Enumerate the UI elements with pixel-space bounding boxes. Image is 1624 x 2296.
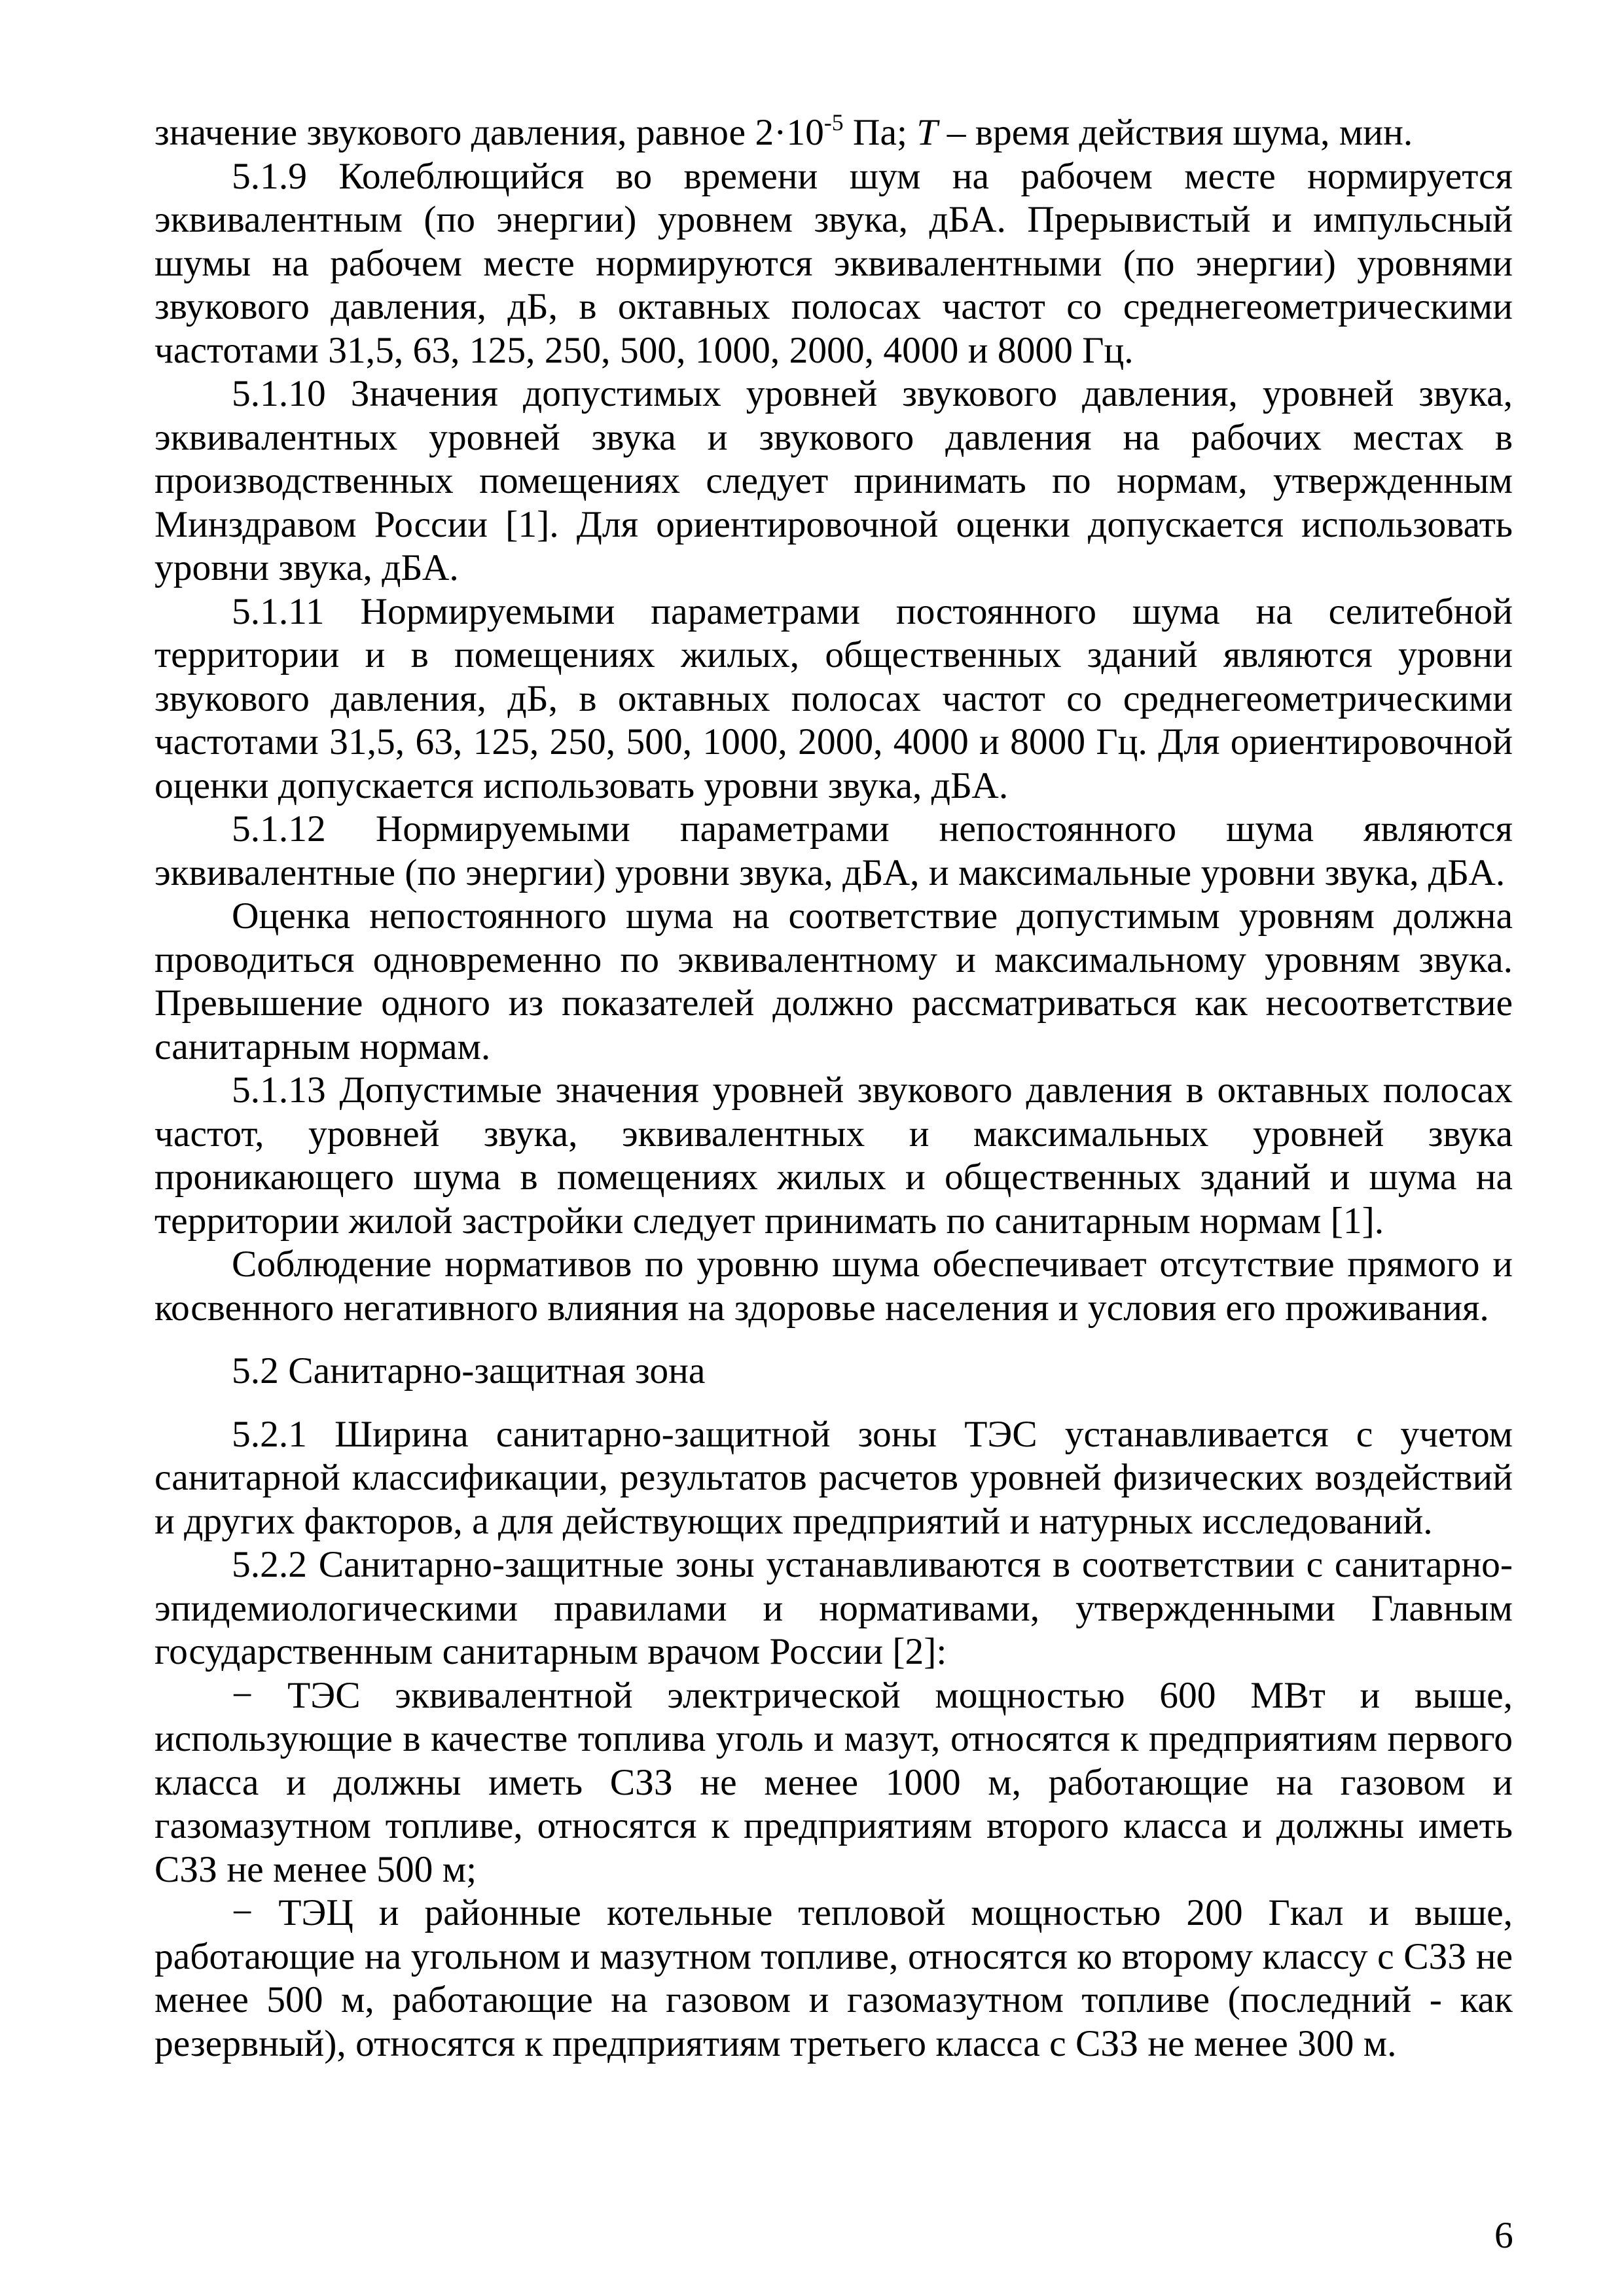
list-item-tes: − ТЭС эквивалентной электрической мощностью 600 МВт и выше, использующие в качестве топлива уголь и мазут, относятся к предприятиям первого класса и должны иметь СЗЗ не менее 1000 м, работающие на газовом и газомазутном топливе, относятся к предприятиям второго класса и должны иметь СЗЗ не менее 500 м; (154, 1674, 1513, 1890)
list-item-tec: − ТЭЦ и районные котельные тепловой мощностью 200 Гкал и выше, работающие на угольном и мазутном топливе, относятся ко второму классу с СЗЗ не менее 500 м, работающие на газовом и газомазутном топливе (последний - как резервный), относятся к предприятиям третьего класса с СЗЗ не менее 300 м. (154, 1892, 1513, 2064)
lead-continuation (154, 111, 1513, 155)
paragraph-5-2-2: 5.2.2 Санитарно-защитные зоны устанавливаются в соответствии с санитарно-эпидемиологическими правилами и нормативами, утвержденными Главным государственным санитарным врачом России [2]: (154, 1544, 1513, 1672)
exponent: -5 (823, 109, 844, 135)
section-heading: 5.2 Санитарно-защитная зона (232, 1350, 706, 1391)
time-symbol: T (916, 112, 938, 153)
paragraph-5-1-9: 5.1.9 Колеблющийся во времени шум на рабочем месте нормируется эквивалентным (по энергии) уровнем звука, дБА. Прерывистый и импульсный шумы на рабочем месте нормируются эквивалентными (по энергии) уровнями звукового давления, дБ, в октавных полосах частот со среднегеометрическими частотами 31,5, 63, 125, 250, 500, 1000, 2000, 4000 и 8000 Гц. (154, 155, 1513, 371)
paragraph-5-1-12: 5.1.12 Нормируемыми параметрами непостоянного шума являются эквивалентные (по энергии) уровни звука, дБА, и максимальные уровни звука, дБА. (154, 808, 1513, 893)
document-page (154, 111, 1513, 2066)
paragraph-noise-assessment: Оценка непостоянного шума на соответствие допустимым уровням должна проводиться одновременно по эквивалентному и максимальному уровням звука. Превышение одного из показателей должно рассматриваться как несоответствие санитарным нормам. (154, 895, 1513, 1067)
lead-text-2: Па; (843, 112, 917, 153)
paragraph-5-1-10: 5.1.10 Значения допустимых уровней звукового давления, уровней звука, эквивалентных уровней звука и звукового давления на рабочих местах в производственных помещениях следует принимать по нормам, утвержденным Минздравом России [1]. Для ориентировочной оценки допускается использовать уровни звука, дБА. (154, 373, 1513, 588)
page-number: 6 (1494, 2215, 1513, 2256)
lead-text-3: – время действия шума, мин. (937, 112, 1413, 153)
paragraph-compliance: Соблюдение нормативов по уровню шума обеспечивает отсутствие прямого и косвенного негативного влияния на здоровье населения и условия его проживания. (154, 1244, 1513, 1329)
paragraph-5-2-1: 5.2.1 Ширина санитарно-защитной зоны ТЭС устанавливается с учетом санитарной классификации, результатов расчетов уровней физических воздействий и других факторов, а для действующих предприятий и натурных исследований. (154, 1413, 1513, 1542)
paragraph-5-1-13: 5.1.13 Допустимые значения уровней звукового давления в октавных полосах частот, уровней звука, эквивалентных и максимальных уровней звука проникающего шума в помещениях жилых и общественных зданий и шума на территории жилой застройки следует принимать по санитарным нормам [1]. (154, 1069, 1513, 1242)
lead-text-1: значение звукового давления, равное 2·10 (154, 112, 824, 153)
paragraph-5-1-11: 5.1.11 Нормируемыми параметрами постоянного шума на селитебной территории и в помещениях жилых, общественных зданий являются уровни звукового давления, дБ, в октавных полосах частот со среднегеометрическими частотами 31,5, 63, 125, 250, 500, 1000, 2000, 4000 и 8000 Гц. Для ориентировочной оценки допускается использовать уровни звука, дБА. (154, 590, 1513, 806)
